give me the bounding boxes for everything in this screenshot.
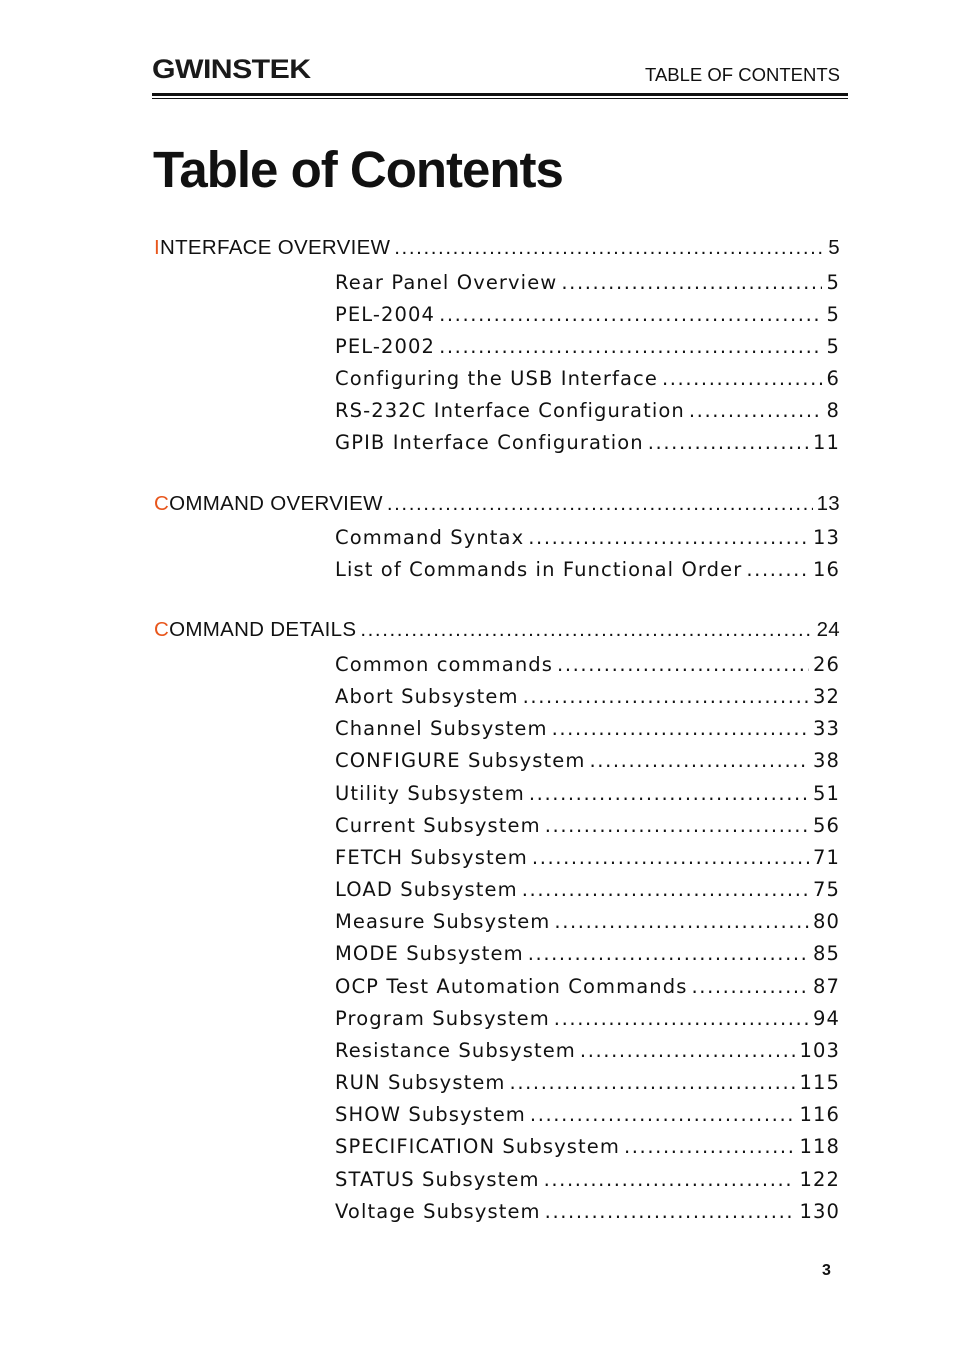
toc-page-number: 16 [812,558,840,581]
toc-entry-label: MODE Subsystem [335,942,524,965]
toc-page-number: 24 [816,618,840,641]
page-number: 3 [822,1262,831,1279]
toc-entry[interactable] [335,878,840,908]
leader-dots [545,814,809,837]
toc-entry[interactable] [335,1039,840,1069]
toc-page-number: 103 [799,1039,840,1062]
leader-dots [557,653,809,676]
leader-dots [691,975,809,998]
toc-entry-label: Current Subsystem [335,814,541,837]
toc-entry-label: Voltage Subsystem [335,1200,541,1223]
toc-page-number: 80 [812,910,840,933]
toc-entry[interactable] [335,1007,840,1037]
toc-page-number: 11 [812,431,840,454]
toc-entry[interactable] [335,942,840,972]
toc-page-number: 13 [812,526,840,549]
toc-entry-label: Configuring the USB Interface [335,367,658,390]
toc-section-command-overview[interactable] [154,492,840,522]
toc-entry[interactable] [335,910,840,940]
toc-entry-label: Resistance Subsystem [335,1039,576,1062]
toc-entry[interactable] [335,1135,840,1165]
toc-page-number: 116 [799,1103,840,1126]
toc-page-number: 87 [812,975,840,998]
toc-entry-label: SHOW Subsystem [335,1103,526,1126]
leader-dots [532,846,809,869]
leader-dots [580,1039,796,1062]
toc-entry-label: GPIB Interface Configuration [335,431,644,454]
toc-entry-label: Command Syntax [335,526,525,549]
toc-page-number: 5 [828,236,840,259]
toc-entry-label: List of Commands in Functional Order [335,558,743,581]
section-title-rest: OMMAND DETAILS [169,618,357,641]
toc-entry[interactable] [335,749,840,779]
toc-entry[interactable] [335,526,840,556]
toc-entry-label: RUN Subsystem [335,1071,506,1094]
toc-entry-label: Common commands [335,653,554,676]
toc-entry[interactable] [335,685,840,715]
leader-dots [552,717,809,740]
toc-page-number: 8 [826,399,840,422]
toc-section-label [154,492,383,516]
toc-entry-label: Utility Subsystem [335,782,525,805]
toc-section-interface-overview[interactable] [154,236,840,266]
leader-dots [528,942,809,965]
toc-entry-label: LOAD Subsystem [335,878,518,901]
toc-section-label [154,236,390,260]
leader-dots [529,782,809,805]
leader-dots [530,1103,796,1126]
toc-entry-label: PEL-2002 [335,335,436,358]
toc-entry[interactable] [335,1168,840,1198]
toc-page-number: 26 [812,653,840,676]
toc-entry[interactable] [335,1200,840,1230]
toc-entry[interactable] [335,653,840,683]
toc-entry[interactable] [335,558,840,588]
toc-entry[interactable] [335,431,840,461]
page-title: Table of Contents [153,141,563,198]
toc-entry[interactable] [335,399,840,429]
toc-entry[interactable] [335,303,840,333]
toc-entry[interactable] [335,782,840,812]
toc-page-number: 85 [812,942,840,965]
leader-dots [394,236,824,260]
toc-page-number: 38 [812,749,840,772]
toc-section-command-details[interactable] [154,618,840,648]
toc-entry-label: STATUS Subsystem [335,1168,540,1191]
toc-entry-label: CONFIGURE Subsystem [335,749,586,772]
leader-dots [387,492,813,516]
toc-entry-label: OCP Test Automation Commands [335,975,688,998]
leader-dots [589,749,809,772]
toc-entry[interactable] [335,367,840,397]
header-rule [152,93,848,96]
leader-dots [554,1007,809,1030]
section-initial: I [154,236,160,259]
gw-instek-logo: GWINSTEK [152,54,311,84]
toc-section-label [154,618,356,642]
toc-page-number: 32 [812,685,840,708]
leader-dots [746,558,809,581]
toc-page-number: 130 [799,1200,840,1223]
toc-page-number: 115 [799,1071,840,1094]
toc-page-number: 13 [816,492,840,515]
toc-entry-label: Measure Subsystem [335,910,551,933]
leader-dots [523,685,809,708]
leader-dots [662,367,823,390]
toc-entry-label: RS-232C Interface Configuration [335,399,685,422]
toc-page-number: 33 [812,717,840,740]
toc-page-number: 5 [826,335,840,358]
toc-entry[interactable] [335,1103,840,1133]
toc-page-number: 5 [826,303,840,326]
toc-entry-label: Channel Subsystem [335,717,548,740]
toc-page-number: 5 [826,271,840,294]
toc-page-number: 56 [812,814,840,837]
toc-entry[interactable] [335,1071,840,1101]
leader-dots [528,526,809,549]
section-initial: C [154,492,170,515]
toc-entry-label: SPECIFICATION Subsystem [335,1135,620,1158]
toc-page-number: 118 [799,1135,840,1158]
leader-dots [544,1168,796,1191]
toc-entry[interactable] [335,846,840,876]
toc-entry[interactable] [335,717,840,747]
toc-page-number: 94 [812,1007,840,1030]
section-title-rest: NTERFACE OVERVIEW [160,236,391,259]
section-title-rest: OMMAND OVERVIEW [169,492,383,515]
toc-entry[interactable] [335,814,840,844]
section-initial: C [154,618,170,641]
toc-page-number: 75 [812,878,840,901]
header-rule-thin [152,98,848,99]
leader-dots [554,910,809,933]
toc-entry-label: FETCH Subsystem [335,846,528,869]
leader-dots [689,399,823,422]
leader-dots [522,878,809,901]
toc-entry-label: Rear Panel Overview [335,271,558,294]
header-title: TABLE OF CONTENTS [645,64,840,85]
toc-entry-label: Program Subsystem [335,1007,550,1030]
leader-dots [360,618,812,642]
page-header [152,54,848,98]
toc-entry[interactable] [335,271,840,301]
toc-entry-label: Abort Subsystem [335,685,519,708]
leader-dots [510,1071,796,1094]
leader-dots [439,303,822,326]
leader-dots [648,431,809,454]
toc-page-number: 122 [799,1168,840,1191]
toc-entry[interactable] [335,335,840,365]
leader-dots [624,1135,796,1158]
toc-page-number: 6 [826,367,840,390]
toc-entry[interactable] [335,975,840,1005]
toc-page-number: 51 [812,782,840,805]
leader-dots [439,335,822,358]
toc-entry-label: PEL-2004 [335,303,436,326]
toc-page-number: 71 [812,846,840,869]
leader-dots [545,1200,796,1223]
leader-dots [561,271,822,294]
